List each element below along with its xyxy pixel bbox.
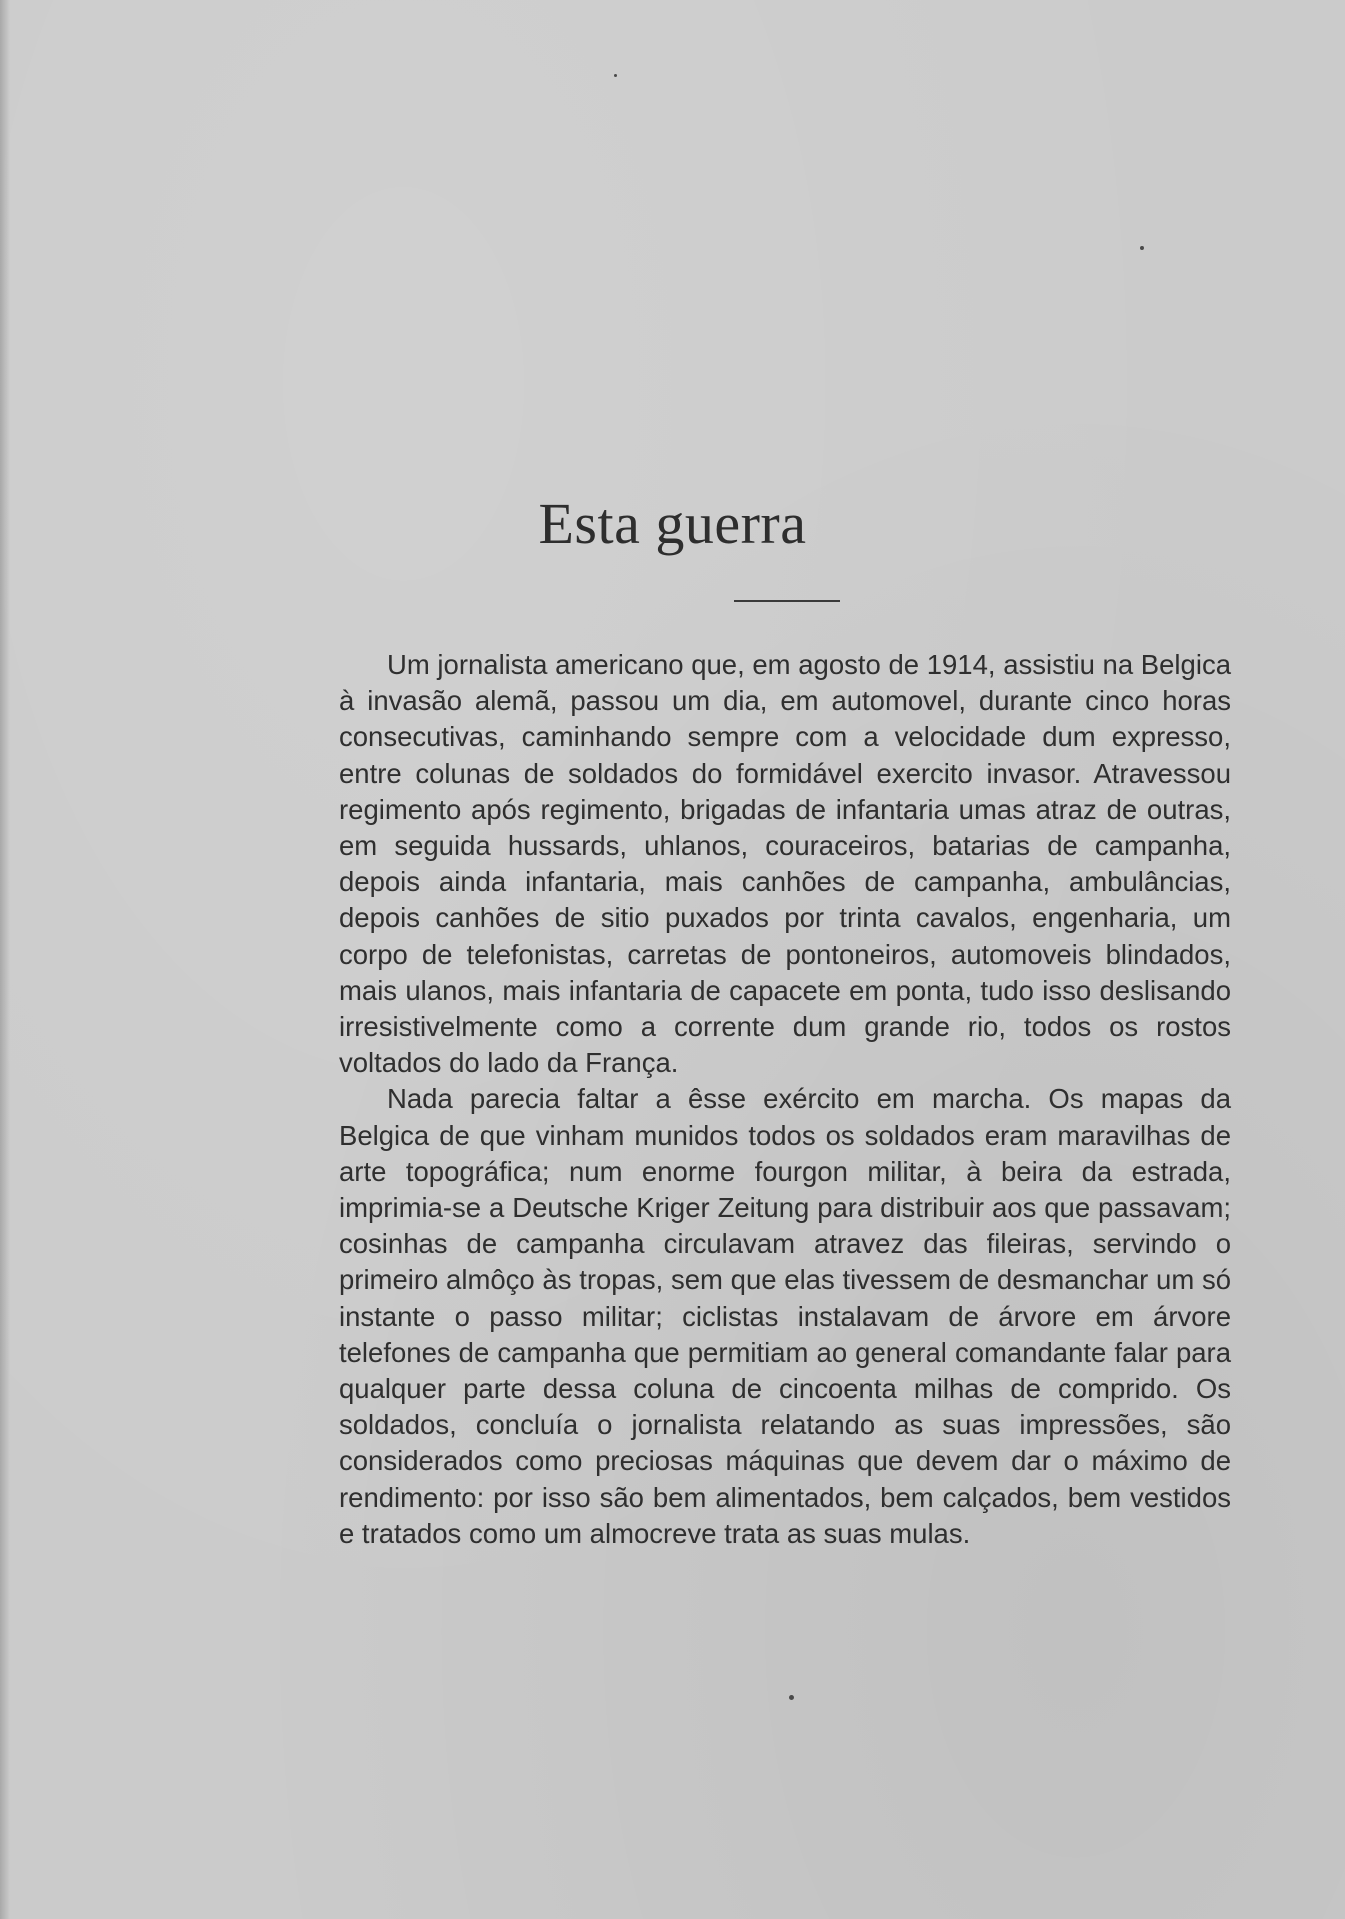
title-divider [734, 600, 840, 602]
paragraph-2: Nada parecia faltar a êsse exército em marcha. Os mapas da Belgica de que vinham munidos todos os soldados eram maravilhas de arte topográfica; num enorme fourgon militar, à beira da estrada, imprimia-se a Deutsche Kriger Zeitung para distribuir aos que passavam; cosinhas de campanha circulavam atravez das fileiras, servindo o primeiro almôço às tropas, sem que elas tivessem de desmanchar um só instante o passo militar; ciclistas instalavam de árvore em árvore telefones de campanha que permitiam ao general comandante falar para qualquer parte dessa coluna de cincoenta milhas de comprido. Os soldados, concluía o jornalista relatando as suas impressões, são considerados como preciosas máquinas que devem dar o máximo de rendimento: por isso são bem alimentados, bem calçados, bem vestidos e tratados como um almocreve trata as suas mulas. [339, 1083, 1231, 1549]
ink-speck [789, 1695, 794, 1700]
paragraph-1: Um jornalista americano que, em agosto de 1914, assistiu na Belgica à invasão alemã, passou um dia, em automovel, durante cinco horas consecutivas, caminhando sempre com a velocidade dum expresso, entre colunas de soldados do formidável exercito invasor. Atravessou regimento após regimento, brigadas de infantaria umas atraz de outras, em seguida hussards, uhlanos, couraceiros, batarias de campanha, depois ainda infantaria, mais canhões de campanha, ambulâncias, depois canhões de sitio puxados por trinta cavalos, engenharia, um corpo de telefonistas, carretas de pontoneiros, automoveis blindados, mais ulanos, mais infantaria de capacete em ponta, tudo isso deslisando irresistivelmente como a corrente dum grande rio, todos os rostos voltados do lado da França. [339, 649, 1231, 1079]
ink-speck [1140, 246, 1144, 250]
page-edge-shadow [0, 0, 10, 1919]
ink-speck [614, 74, 617, 77]
page-title: Esta guerra [538, 491, 807, 556]
article-body [339, 647, 1231, 1552]
